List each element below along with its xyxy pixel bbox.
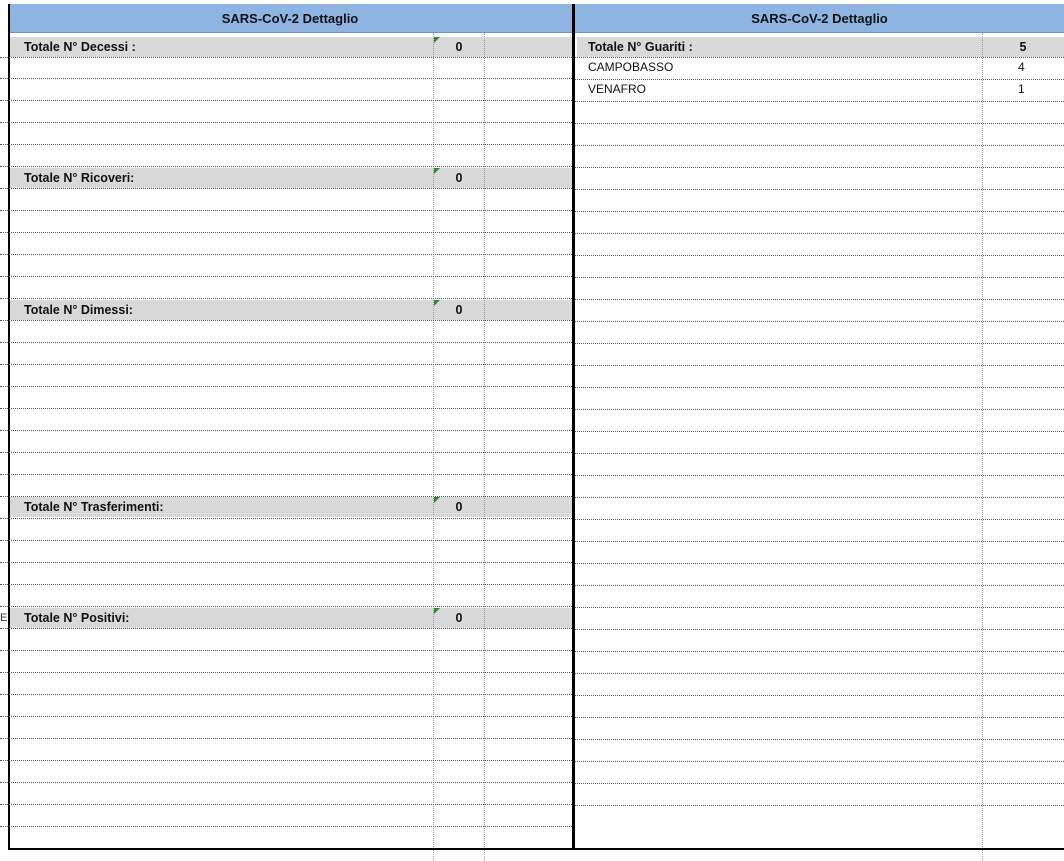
row-separator (575, 695, 1064, 696)
section-label-trasferimenti: Totale N° Trasferimenti: (24, 500, 164, 514)
row-separator (575, 761, 1064, 762)
value-guariti[interactable]: 5 (1019, 40, 1027, 54)
section-decessi[interactable] (10, 37, 572, 57)
row-separator (575, 585, 1064, 586)
comment-marker-icon (434, 168, 440, 174)
row-separator (575, 541, 1064, 542)
row-separator (575, 607, 1064, 608)
row-separator (0, 584, 572, 585)
row-separator (0, 496, 572, 497)
column-gridline (484, 33, 485, 861)
row-value-campobasso[interactable]: 4 (1018, 60, 1025, 74)
row-separator (575, 453, 1064, 454)
row-separator (0, 540, 572, 541)
value-decessi[interactable]: 0 (455, 40, 463, 54)
row-separator (0, 276, 572, 277)
row-separator (575, 365, 1064, 366)
row-separator (575, 783, 1064, 784)
section-ricoveri[interactable] (10, 168, 572, 188)
row-separator (0, 606, 572, 607)
left-panel-title: SARS-CoV-2 Dettaglio (8, 4, 572, 33)
column-gridline (982, 33, 983, 861)
comment-marker-icon (434, 300, 440, 306)
comment-marker-icon (434, 497, 440, 503)
section-label-ricoveri: Totale N° Ricoveri: (24, 171, 135, 185)
column-gridline (433, 33, 434, 861)
row-separator (0, 144, 572, 145)
row-separator (0, 562, 572, 563)
row-separator (0, 716, 572, 717)
row-separator (0, 760, 572, 761)
row-separator (0, 188, 572, 189)
row-separator (575, 563, 1064, 564)
row-separator (0, 342, 572, 343)
right-panel-title: SARS-CoV-2 Dettaglio (575, 4, 1064, 33)
row-separator (0, 650, 572, 651)
row-separator (575, 519, 1064, 520)
value-dimessi[interactable]: 0 (455, 303, 463, 317)
value-ricoveri[interactable]: 0 (455, 171, 463, 185)
row-separator (575, 673, 1064, 674)
row-separator (0, 232, 572, 233)
row-separator (575, 145, 1064, 146)
comment-marker-icon (434, 37, 440, 43)
row-separator (0, 100, 572, 101)
row-separator (575, 299, 1064, 300)
section-label-positivi: Totale N° Positivi: (24, 611, 130, 625)
row-separator (575, 387, 1064, 388)
row-separator (575, 651, 1064, 652)
row-edge-glyph: E (0, 612, 8, 624)
bottom-border (8, 848, 1064, 850)
row-name-campobasso[interactable]: CAMPOBASSO (588, 60, 674, 74)
row-separator (0, 628, 572, 629)
row-separator (575, 739, 1064, 740)
row-separator (0, 694, 572, 695)
row-separator (575, 431, 1064, 432)
row-separator (0, 826, 572, 827)
row-separator (575, 167, 1064, 168)
comment-marker-icon (434, 608, 440, 614)
row-separator (575, 255, 1064, 256)
section-positivi[interactable] (10, 608, 572, 628)
row-separator (575, 475, 1064, 476)
section-dimessi[interactable] (10, 300, 572, 320)
row-separator (575, 123, 1064, 124)
row-separator (0, 386, 572, 387)
row-separator (0, 210, 572, 211)
row-separator (0, 122, 572, 123)
left-border (8, 4, 10, 850)
row-separator (0, 57, 572, 58)
row-separator (575, 233, 1064, 234)
section-trasferimenti[interactable] (10, 497, 572, 517)
row-separator (575, 717, 1064, 718)
row-separator (575, 57, 1064, 58)
row-separator (575, 101, 1064, 102)
row-separator (575, 497, 1064, 498)
section-label-decessi: Totale N° Decessi : (24, 40, 136, 54)
row-separator (575, 277, 1064, 278)
row-value-venafro[interactable]: 1 (1018, 82, 1025, 96)
row-separator (0, 804, 572, 805)
row-separator (575, 343, 1064, 344)
row-separator (0, 518, 572, 519)
section-label-dimessi: Totale N° Dimessi: (24, 303, 133, 317)
center-divider (572, 4, 575, 850)
row-separator (575, 79, 1064, 80)
row-separator (0, 782, 572, 783)
row-separator (575, 805, 1064, 806)
row-separator (0, 166, 572, 167)
row-separator (0, 430, 572, 431)
row-separator (0, 408, 572, 409)
value-trasferimenti[interactable]: 0 (455, 500, 463, 514)
row-separator (0, 474, 572, 475)
row-separator (0, 254, 572, 255)
row-separator (0, 364, 572, 365)
row-separator (575, 409, 1064, 410)
row-separator (575, 189, 1064, 190)
row-separator (0, 738, 572, 739)
row-separator (575, 211, 1064, 212)
row-separator (0, 320, 572, 321)
row-name-venafro[interactable]: VENAFRO (588, 82, 647, 96)
row-separator (0, 78, 572, 79)
row-separator (0, 298, 572, 299)
row-separator (575, 321, 1064, 322)
section-label-guariti: Totale N° Guariti : (588, 40, 693, 54)
row-separator (0, 672, 572, 673)
value-positivi[interactable]: 0 (455, 611, 463, 625)
row-separator (0, 452, 572, 453)
row-separator (575, 629, 1064, 630)
